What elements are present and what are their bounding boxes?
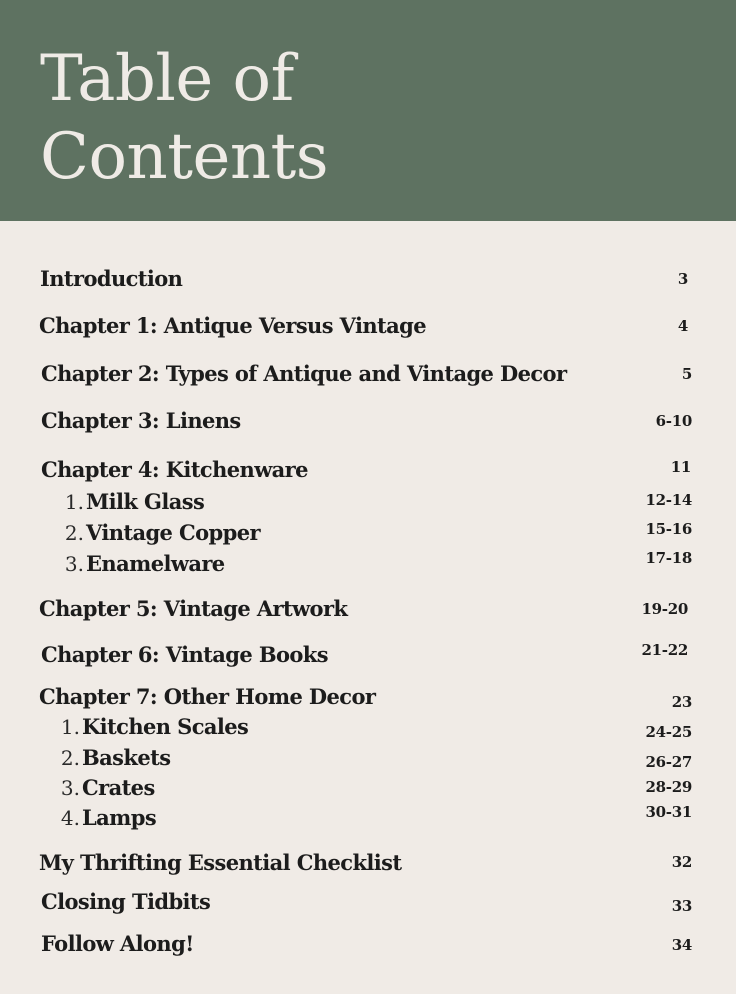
toc-subentry-page: 24-25 [645, 723, 692, 741]
toc-entry-chapter-1[interactable] [0, 311, 736, 341]
toc-subentry-number: 2. [64, 521, 84, 545]
toc-subentry-kitchen-scales[interactable] [0, 712, 736, 742]
toc-entry-checklist[interactable] [0, 848, 736, 878]
toc-entry-label: Chapter 2: Types of Antique and Vintage Decor [41, 361, 567, 386]
toc-subentry-label: Baskets [82, 745, 171, 770]
toc-entry-page: 4 [677, 317, 688, 335]
toc-entry-chapter-3[interactable] [0, 406, 736, 436]
toc-entry-closing-tidbits[interactable] [0, 887, 736, 917]
toc-subentry-number: 3. [64, 552, 84, 576]
toc-entry-follow-along[interactable] [0, 929, 736, 959]
toc-subentry-number: 3. [60, 776, 80, 800]
toc-entry-page: 3 [677, 270, 688, 288]
toc-subentry-label: Enamelware [86, 551, 225, 576]
toc-subentry-page: 26-27 [645, 753, 692, 771]
toc-subentry-page: 30-31 [645, 803, 692, 821]
toc-entry-label: Follow Along! [41, 931, 194, 956]
toc-subentry-lamps[interactable] [0, 803, 736, 833]
toc-entry-label: Chapter 3: Linens [41, 408, 241, 433]
toc-subentry-page: 12-14 [645, 491, 692, 509]
toc-entry-page: 32 [671, 853, 692, 871]
toc-entry-page: 19-20 [641, 600, 688, 618]
toc-subentry-page: 28-29 [645, 778, 692, 796]
toc-subentry-page: 17-18 [645, 549, 692, 567]
toc-entry-label: Introduction [40, 266, 183, 291]
toc-subentry-label: Crates [82, 775, 155, 800]
toc-entry-label: Chapter 6: Vintage Books [41, 642, 328, 667]
toc-subentry-number: 2. [60, 746, 80, 770]
toc-subentry-number: 1. [64, 490, 84, 514]
toc-entry-introduction[interactable] [0, 264, 736, 294]
header-banner [0, 0, 736, 221]
toc-entry-page: 34 [671, 936, 692, 954]
toc-subentry-milk-glass[interactable] [0, 487, 736, 517]
toc-entry-chapter-7[interactable] [0, 682, 736, 712]
toc-entry-chapter-6[interactable] [0, 640, 736, 670]
page-title-line-1: Table of [40, 42, 294, 116]
toc-entry-chapter-5[interactable] [0, 594, 736, 624]
toc-subentry-enamelware[interactable] [0, 549, 736, 579]
toc-subentry-vintage-copper[interactable] [0, 518, 736, 548]
toc-entry-label: Closing Tidbits [41, 889, 211, 914]
toc-entry-page: 6-10 [655, 412, 692, 430]
toc-subentry-label: Milk Glass [86, 489, 205, 514]
toc-entry-page: 23 [671, 693, 692, 711]
toc-entry-page: 11 [670, 458, 691, 476]
toc-entry-page: 33 [671, 897, 692, 915]
toc-subentry-number: 4. [60, 806, 80, 830]
toc-subentry-baskets[interactable] [0, 743, 736, 773]
toc-entry-label: Chapter 1: Antique Versus Vintage [39, 313, 426, 338]
toc-subentry-page: 15-16 [645, 520, 692, 538]
toc-subentry-label: Kitchen Scales [82, 714, 249, 739]
page-title-line-2: Contents [40, 120, 329, 194]
toc-entry-label: Chapter 5: Vintage Artwork [39, 596, 348, 621]
toc-entry-chapter-4[interactable] [0, 455, 736, 485]
page-title [40, 40, 328, 196]
toc-subentry-label: Vintage Copper [86, 520, 260, 545]
toc-subentry-crates[interactable] [0, 773, 736, 803]
toc-entry-label: Chapter 4: Kitchenware [41, 457, 308, 482]
toc-entry-page: 5 [681, 365, 692, 383]
toc-entry-label: Chapter 7: Other Home Decor [39, 684, 376, 709]
toc-entry-label: My Thrifting Essential Checklist [39, 850, 402, 875]
toc-entry-chapter-2[interactable] [0, 359, 736, 389]
toc-entry-page: 21-22 [641, 641, 688, 659]
toc-subentry-number: 1. [60, 715, 80, 739]
toc-subentry-label: Lamps [82, 805, 157, 830]
